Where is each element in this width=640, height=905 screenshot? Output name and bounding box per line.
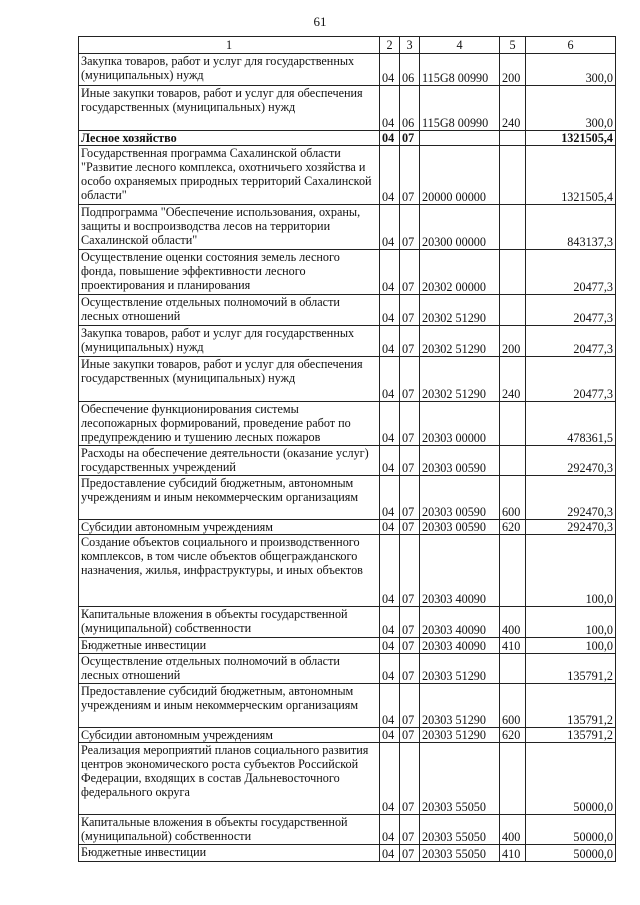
row-amount: 843137,3 [526,205,616,250]
row-target-article: 20303 00590 [420,520,500,535]
row-subsection: 07 [400,476,420,520]
table-header-row [79,37,616,54]
row-amount: 300,0 [526,54,616,86]
table-row [79,535,616,607]
row-section: 04 [380,476,400,520]
row-amount: 50000,0 [526,815,616,845]
row-subsection: 06 [400,54,420,86]
row-section: 04 [380,131,400,146]
row-target-article: 20000 00000 [420,146,500,205]
row-expense-type: 400 [500,815,526,845]
row-name: Подпрограмма "Обеспечение использования, охраны, защиты и воспроизводства лесов на территории Сахалинской области" [79,205,380,250]
row-name: Капитальные вложения в объекты государственной (муниципальной) собственности [79,607,380,638]
row-section: 04 [380,250,400,295]
row-amount: 292470,3 [526,476,616,520]
row-section: 04 [380,684,400,728]
row-name: Иные закупки товаров, работ и услуг для обеспечения государственных (муниципальных) нужд [79,86,380,131]
row-target-article: 20302 51290 [420,326,500,357]
row-subsection: 07 [400,205,420,250]
table-row [79,86,616,131]
row-name: Осуществление отдельных полномочий в области лесных отношений [79,654,380,684]
row-name: Создание объектов социального и производственного комплексов, в том числе объектов общегражданского назначения, жилья, инфраструктуры, и иных объектов [79,535,380,607]
row-target-article: 20303 51290 [420,654,500,684]
row-name: Закупка товаров, работ и услуг для государственных (муниципальных) нужд [79,326,380,357]
row-expense-type: 200 [500,54,526,86]
row-expense-type: 600 [500,684,526,728]
row-target-article: 20303 00000 [420,402,500,446]
row-expense-type [500,654,526,684]
row-name: Капитальные вложения в объекты государственной (муниципальной) собственности [79,815,380,845]
row-subsection: 07 [400,845,420,862]
table-row [79,638,616,654]
row-subsection: 07 [400,684,420,728]
row-expense-type [500,295,526,326]
row-subsection: 07 [400,607,420,638]
row-amount: 135791,2 [526,654,616,684]
header-col-2: 2 [380,37,400,54]
table-row [79,845,616,862]
row-target-article: 20302 00000 [420,250,500,295]
row-name: Предоставление субсидий бюджетным, автономным учреждениям и иным некоммерческим организациям [79,476,380,520]
row-amount: 300,0 [526,86,616,131]
table-row [79,654,616,684]
page-number: 61 [313,14,327,29]
row-section: 04 [380,638,400,654]
table-row [79,357,616,402]
row-section: 04 [380,295,400,326]
row-section: 04 [380,446,400,476]
row-amount: 1321505,4 [526,131,616,146]
row-subsection: 07 [400,743,420,815]
row-expense-type [500,250,526,295]
table-row [79,815,616,845]
row-section: 04 [380,205,400,250]
table-row [79,520,616,535]
row-name: Осуществление отдельных полномочий в области лесных отношений [79,295,380,326]
row-name: Закупка товаров, работ и услуг для государственных (муниципальных) нужд [79,54,380,86]
row-name: Обеспечение функционирования системы лесопожарных формирований, проведение работ по предупреждению и тушению лесных пожаров [79,402,380,446]
table-row [79,250,616,295]
row-expense-type: 620 [500,520,526,535]
row-name: Субсидии автономным учреждениям [79,520,380,535]
row-expense-type [500,743,526,815]
header-col-6: 6 [526,37,616,54]
row-amount: 478361,5 [526,402,616,446]
row-section: 04 [380,728,400,743]
row-section: 04 [380,326,400,357]
row-amount: 100,0 [526,638,616,654]
row-subsection: 07 [400,520,420,535]
row-expense-type [500,146,526,205]
row-target-article: 20303 40090 [420,535,500,607]
row-section: 04 [380,357,400,402]
row-section: 04 [380,815,400,845]
table-row [79,607,616,638]
row-subsection: 07 [400,535,420,607]
row-target-article: 20303 00590 [420,476,500,520]
row-target-article: 20303 40090 [420,638,500,654]
row-section: 04 [380,520,400,535]
row-amount: 1321505,4 [526,146,616,205]
header-col-1: 1 [79,37,380,54]
row-target-article: 20303 51290 [420,728,500,743]
row-target-article: 20303 40090 [420,607,500,638]
row-expense-type: 410 [500,638,526,654]
row-target-article: 20302 51290 [420,357,500,402]
table-row [79,205,616,250]
table-row [79,476,616,520]
row-subsection: 06 [400,86,420,131]
row-section: 04 [380,654,400,684]
row-subsection: 07 [400,654,420,684]
row-expense-type: 240 [500,357,526,402]
row-subsection: 07 [400,402,420,446]
row-amount: 20477,3 [526,357,616,402]
row-target-article: 20303 55050 [420,815,500,845]
row-name: Расходы на обеспечение деятельности (оказание услуг) государственных учреждений [79,446,380,476]
row-section: 04 [380,402,400,446]
table-row [79,326,616,357]
table-row [79,146,616,205]
row-name: Бюджетные инвестиции [79,845,380,862]
row-expense-type: 240 [500,86,526,131]
row-name: Бюджетные инвестиции [79,638,380,654]
row-target-article: 20303 55050 [420,845,500,862]
row-subsection: 07 [400,357,420,402]
row-amount: 20477,3 [526,250,616,295]
header-col-5: 5 [500,37,526,54]
row-expense-type [500,205,526,250]
table-row [79,446,616,476]
row-section: 04 [380,535,400,607]
row-name: Иные закупки товаров, работ и услуг для обеспечения государственных (муниципальных) нужд [79,357,380,402]
row-expense-type [500,446,526,476]
row-section: 04 [380,845,400,862]
row-amount: 292470,3 [526,520,616,535]
row-target-article: 20303 00590 [420,446,500,476]
row-expense-type: 600 [500,476,526,520]
row-subsection: 07 [400,326,420,357]
row-subsection: 07 [400,295,420,326]
row-expense-type [500,535,526,607]
row-name: Предоставление субсидий бюджетным, автономным учреждениям и иным некоммерческим организациям [79,684,380,728]
row-name: Осуществление оценки состояния земель лесного фонда, повышение эффективности лесного проектирования и планирования [79,250,380,295]
table-row [79,54,616,86]
row-section: 04 [380,607,400,638]
row-subsection: 07 [400,250,420,295]
row-amount: 135791,2 [526,684,616,728]
header-col-3: 3 [400,37,420,54]
budget-table [78,36,616,862]
row-amount: 50000,0 [526,845,616,862]
row-subsection: 07 [400,131,420,146]
row-name: Субсидии автономным учреждениям [79,728,380,743]
row-name: Реализация мероприятий планов социального развития центров экономического роста субъектов Российской Федерации, входящих в состав Дальневосточного федерального округа [79,743,380,815]
row-target-article: 20303 55050 [420,743,500,815]
table-row [79,728,616,743]
table-row [79,131,616,146]
row-subsection: 07 [400,815,420,845]
table-row [79,402,616,446]
row-subsection: 07 [400,446,420,476]
row-section: 04 [380,54,400,86]
row-expense-type [500,402,526,446]
row-amount: 50000,0 [526,743,616,815]
row-amount: 100,0 [526,607,616,638]
row-section: 04 [380,86,400,131]
row-expense-type: 620 [500,728,526,743]
row-expense-type: 200 [500,326,526,357]
row-subsection: 07 [400,638,420,654]
row-expense-type [500,131,526,146]
row-section: 04 [380,146,400,205]
row-expense-type: 410 [500,845,526,862]
row-amount: 292470,3 [526,446,616,476]
row-target-article: 20303 51290 [420,684,500,728]
row-expense-type: 400 [500,607,526,638]
row-target-article: 115G8 00990 [420,54,500,86]
row-subsection: 07 [400,728,420,743]
table-row [79,684,616,728]
header-col-4: 4 [420,37,500,54]
row-name: Государственная программа Сахалинской области "Развитие лесного комплекса, охотничьего хозяйства и особо охраняемых природных территорий Сахалинской области" [79,146,380,205]
table-row [79,295,616,326]
row-target-article [420,131,500,146]
row-section: 04 [380,743,400,815]
row-amount: 20477,3 [526,295,616,326]
row-amount: 100,0 [526,535,616,607]
row-target-article: 20302 51290 [420,295,500,326]
row-name: Лесное хозяйство [79,131,380,146]
row-amount: 20477,3 [526,326,616,357]
row-target-article: 20300 00000 [420,205,500,250]
row-subsection: 07 [400,146,420,205]
row-amount: 135791,2 [526,728,616,743]
table-row [79,743,616,815]
row-target-article: 115G8 00990 [420,86,500,131]
